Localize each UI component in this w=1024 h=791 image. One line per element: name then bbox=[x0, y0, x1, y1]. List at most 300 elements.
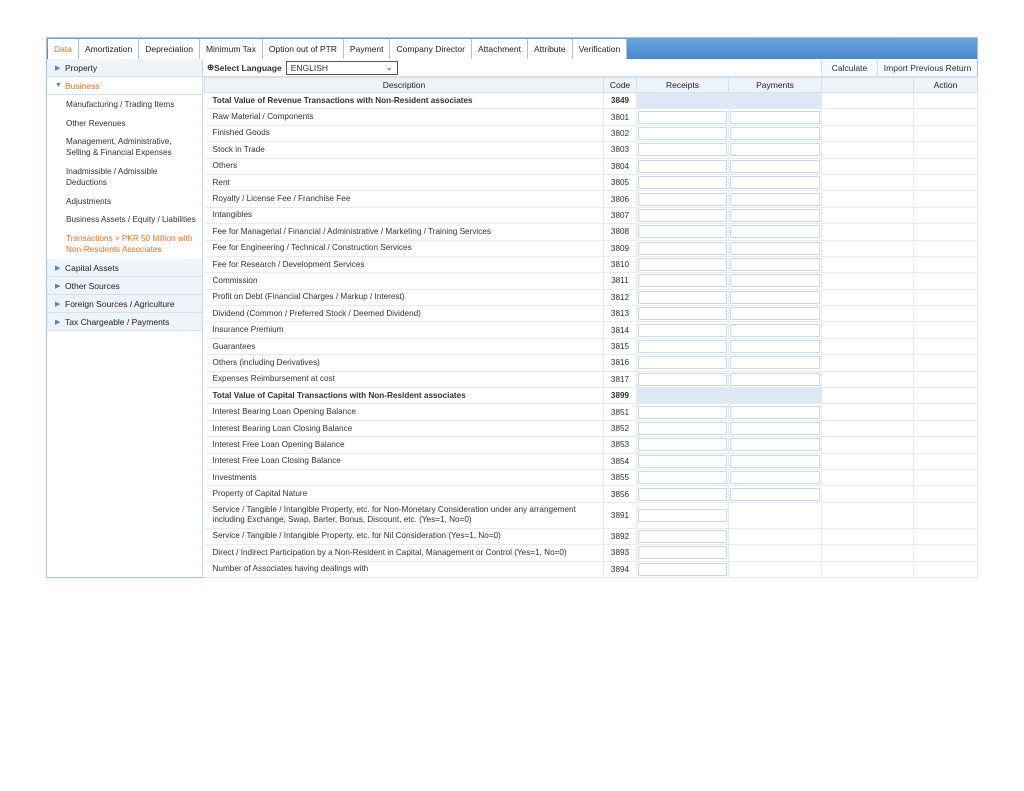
action-cell bbox=[914, 109, 978, 125]
receipts-cell bbox=[637, 420, 729, 436]
action-cell bbox=[914, 207, 978, 223]
row-code: 3854 bbox=[604, 453, 637, 469]
table-row bbox=[205, 158, 978, 174]
receipts-cell bbox=[637, 453, 729, 469]
sidebar-item-other-sources[interactable] bbox=[47, 277, 202, 295]
payments-cell bbox=[729, 158, 822, 174]
row-code: 3892 bbox=[604, 528, 637, 544]
row-description-text: Interest Free Loan Opening Balance bbox=[212, 439, 345, 449]
receipts-input[interactable] bbox=[638, 546, 727, 559]
blank-cell bbox=[822, 371, 914, 387]
row-description-text: Others bbox=[212, 161, 238, 171]
payments-input[interactable] bbox=[730, 438, 820, 451]
row-description-text: Service / Tangible / Intangible Property, etc. for Non-Monetary Consideration under any arrangement including Exchange, Swap, Barter, Bonus, Discount, etc. (Yes=1, No=0) bbox=[212, 505, 576, 525]
row-description bbox=[205, 322, 604, 338]
payments-input[interactable] bbox=[730, 455, 820, 468]
action-cell bbox=[914, 93, 978, 109]
row-description-text: Profit on Debt (Financial Charges / Markup / Interest) bbox=[212, 292, 405, 302]
table-row bbox=[205, 338, 978, 354]
row-code: 3851 bbox=[604, 404, 637, 420]
row-description-text: Stock in Trade bbox=[212, 144, 265, 154]
receipts-cell bbox=[637, 502, 729, 528]
receipts-cell bbox=[637, 322, 729, 338]
row-code: 3814 bbox=[604, 322, 637, 338]
row-code: 3813 bbox=[604, 306, 637, 322]
blank-cell bbox=[822, 306, 914, 322]
payments-input[interactable] bbox=[730, 291, 820, 304]
blank-cell bbox=[822, 207, 914, 223]
blank-cell bbox=[822, 561, 914, 577]
table-row bbox=[205, 322, 978, 338]
sidebar-item-label: Business bbox=[65, 80, 100, 91]
blank-cell bbox=[822, 388, 914, 404]
row-description bbox=[205, 109, 604, 125]
row-description bbox=[205, 207, 604, 223]
action-cell bbox=[914, 338, 978, 354]
row-description bbox=[205, 273, 604, 289]
payments-cell bbox=[729, 224, 822, 240]
receipts-cell bbox=[637, 486, 729, 502]
receipts-input[interactable] bbox=[638, 258, 727, 271]
chevron-right-icon: ▶ bbox=[55, 64, 61, 72]
tab-bar bbox=[47, 38, 977, 59]
tab-attachment[interactable]: Attachment bbox=[472, 39, 528, 59]
receipts-cell bbox=[637, 355, 729, 371]
column-header-description: Description bbox=[205, 78, 604, 93]
payments-input[interactable] bbox=[730, 160, 820, 173]
receipts-input[interactable] bbox=[638, 356, 727, 369]
blank-cell bbox=[822, 174, 914, 190]
payments-empty-cell bbox=[729, 528, 822, 544]
blank-cell bbox=[822, 502, 914, 528]
blank-cell bbox=[822, 404, 914, 420]
row-description bbox=[205, 240, 604, 256]
payments-empty-cell bbox=[729, 502, 822, 528]
payments-cell bbox=[729, 371, 822, 387]
row-description-text: Royalty / License Fee / Franchise Fee bbox=[212, 194, 351, 204]
table-header bbox=[205, 78, 978, 93]
action-cell bbox=[914, 486, 978, 502]
row-description-text: Rent bbox=[212, 177, 230, 187]
chevron-down-icon: ⌄ bbox=[385, 62, 393, 72]
return-form-window bbox=[46, 37, 978, 578]
row-description-text: Total Value of Capital Transactions with Non-Resident associates bbox=[212, 390, 466, 400]
payments-cell bbox=[729, 437, 822, 453]
table-row bbox=[205, 174, 978, 190]
row-description bbox=[205, 125, 604, 141]
table-row bbox=[205, 207, 978, 223]
action-cell bbox=[914, 561, 978, 577]
receipts-input[interactable] bbox=[638, 373, 727, 386]
blank-cell bbox=[822, 109, 914, 125]
receipts-cell bbox=[637, 224, 729, 240]
column-header-payments: Payments bbox=[729, 78, 822, 93]
tab-attribute[interactable]: Attribute bbox=[528, 39, 573, 59]
chevron-right-icon: ▶ bbox=[55, 264, 61, 272]
row-description bbox=[205, 256, 604, 272]
tab-company-director[interactable]: Company Director bbox=[390, 39, 472, 59]
action-cell bbox=[914, 142, 978, 158]
blank-cell bbox=[822, 338, 914, 354]
table-row bbox=[205, 109, 978, 125]
blank-cell bbox=[822, 453, 914, 469]
language-select[interactable]: ENGLISH ⌄ bbox=[286, 61, 398, 75]
row-description-text: Service / Tangible / Intangible Property, etc. for Nil Consideration (Yes=1, No=0) bbox=[212, 531, 501, 541]
receipts-input[interactable] bbox=[638, 127, 727, 140]
blank-cell bbox=[822, 528, 914, 544]
row-code: 3899 bbox=[604, 388, 637, 404]
sidebar-item-property[interactable] bbox=[47, 59, 202, 77]
receipts-input[interactable] bbox=[638, 193, 727, 206]
row-description bbox=[205, 404, 604, 420]
language-label: ⊕ Select Language bbox=[207, 62, 282, 73]
table-row bbox=[205, 93, 978, 109]
sidebar-subitem[interactable]: Management, Administrative, Selling & Financial Expenses bbox=[66, 137, 172, 157]
receipts-cell bbox=[637, 289, 729, 305]
table-row bbox=[205, 545, 978, 561]
payments-cell bbox=[729, 109, 822, 125]
action-cell bbox=[914, 322, 978, 338]
receipts-input[interactable] bbox=[638, 111, 727, 124]
payments-input[interactable] bbox=[730, 176, 820, 189]
row-description bbox=[205, 388, 604, 404]
sidebar-subitem[interactable]: Inadmissible / Admissible Deductions bbox=[66, 167, 158, 187]
receipts-cell bbox=[637, 273, 729, 289]
sidebar-item-label: Tax Chargeable / Payments bbox=[65, 316, 170, 327]
row-description bbox=[205, 528, 604, 544]
action-cell bbox=[914, 437, 978, 453]
sidebar-item-capital-assets[interactable] bbox=[47, 259, 202, 277]
row-code: 3852 bbox=[604, 420, 637, 436]
payments-input[interactable] bbox=[730, 209, 820, 222]
receipts-input[interactable] bbox=[638, 563, 727, 576]
row-code: 3812 bbox=[604, 289, 637, 305]
row-description bbox=[205, 355, 604, 371]
table-row bbox=[205, 125, 978, 141]
receipts-input[interactable] bbox=[638, 324, 727, 337]
table-row bbox=[205, 420, 978, 436]
receipts-cell bbox=[637, 469, 729, 485]
receipts-input[interactable] bbox=[638, 143, 727, 156]
table-row bbox=[205, 224, 978, 240]
payments-cell bbox=[729, 273, 822, 289]
payments-input[interactable] bbox=[730, 471, 820, 484]
sidebar-item-label: Other Sources bbox=[65, 280, 120, 291]
receipts-input[interactable] bbox=[638, 242, 727, 255]
receipts-cell bbox=[637, 240, 729, 256]
tabs bbox=[48, 39, 627, 59]
payments-empty-cell bbox=[729, 561, 822, 577]
column-header-action: Action bbox=[914, 78, 978, 93]
row-description bbox=[205, 561, 604, 577]
row-description bbox=[205, 306, 604, 322]
sidebar-subitem[interactable]: Transactions > PKR 50 Million with Non-Residents Associates bbox=[66, 234, 193, 254]
table-row bbox=[205, 240, 978, 256]
action-cell bbox=[914, 158, 978, 174]
action-cell bbox=[914, 371, 978, 387]
column-header-blank bbox=[822, 78, 914, 93]
blank-cell bbox=[822, 355, 914, 371]
row-description bbox=[205, 486, 604, 502]
receipts-input[interactable] bbox=[638, 488, 727, 501]
payments-input[interactable] bbox=[730, 373, 820, 386]
receipts-cell bbox=[637, 158, 729, 174]
row-description-text: Insurance Premium bbox=[212, 325, 284, 335]
row-description bbox=[205, 420, 604, 436]
tab-payment[interactable]: Payment bbox=[344, 39, 391, 59]
row-description-text: Commission bbox=[212, 275, 258, 285]
action-cell bbox=[914, 545, 978, 561]
table-row bbox=[205, 404, 978, 420]
payments-cell bbox=[729, 191, 822, 207]
blank-cell bbox=[822, 158, 914, 174]
tab-option-out-of-ptr[interactable]: Option out of PTR bbox=[263, 39, 344, 59]
row-code: 3806 bbox=[604, 191, 637, 207]
blank-cell bbox=[822, 437, 914, 453]
row-code: 3855 bbox=[604, 469, 637, 485]
receipts-cell bbox=[637, 404, 729, 420]
payments-cell bbox=[729, 338, 822, 354]
table-body bbox=[205, 93, 978, 578]
payments-input[interactable] bbox=[730, 143, 820, 156]
blank-cell bbox=[822, 224, 914, 240]
receipts-cell bbox=[637, 207, 729, 223]
table-row bbox=[205, 371, 978, 387]
row-code: 3856 bbox=[604, 486, 637, 502]
action-cell bbox=[914, 174, 978, 190]
action-cell bbox=[914, 306, 978, 322]
table-row bbox=[205, 486, 978, 502]
blank-cell bbox=[822, 273, 914, 289]
receipts-cell bbox=[637, 142, 729, 158]
row-code: 3802 bbox=[604, 125, 637, 141]
sidebar-item-label: Foreign Sources / Agriculture bbox=[65, 298, 175, 309]
row-code: 3894 bbox=[604, 561, 637, 577]
row-code: 3808 bbox=[604, 224, 637, 240]
row-description bbox=[205, 371, 604, 387]
receipts-cell bbox=[637, 545, 729, 561]
sidebar-subitem[interactable]: Manufacturing / Trading Items bbox=[66, 100, 175, 109]
payments-cell bbox=[729, 240, 822, 256]
blank-cell bbox=[822, 240, 914, 256]
row-description-text: Dividend (Common / Preferred Stock / Deemed Dividend) bbox=[212, 308, 421, 318]
receipts-input[interactable] bbox=[638, 209, 727, 222]
import-previous-return-button[interactable]: Import Previous Return bbox=[877, 60, 977, 76]
receipts-input[interactable] bbox=[638, 438, 727, 451]
row-description bbox=[205, 224, 604, 240]
sidebar-item-tax-chargeable[interactable] bbox=[47, 313, 202, 331]
sidebar-item-business[interactable] bbox=[47, 77, 202, 95]
row-code: 3805 bbox=[604, 174, 637, 190]
row-description bbox=[205, 545, 604, 561]
receipts-cell bbox=[637, 191, 729, 207]
receipts-input[interactable] bbox=[638, 340, 727, 353]
action-cell bbox=[914, 256, 978, 272]
row-description bbox=[205, 453, 604, 469]
table-row bbox=[205, 355, 978, 371]
payments-cell bbox=[729, 207, 822, 223]
payments-total-cell bbox=[729, 388, 822, 404]
receipts-cell bbox=[637, 561, 729, 577]
payments-cell bbox=[729, 174, 822, 190]
row-description bbox=[205, 174, 604, 190]
payments-input[interactable] bbox=[730, 422, 820, 435]
table-row bbox=[205, 561, 978, 577]
receipts-input[interactable] bbox=[638, 406, 727, 419]
sidebar-item-foreign-sources[interactable] bbox=[47, 295, 202, 313]
row-description-text: Investments bbox=[212, 472, 257, 482]
row-description bbox=[205, 502, 604, 528]
receipts-input[interactable] bbox=[638, 422, 727, 435]
sidebar-subitem[interactable]: Other Revenues bbox=[66, 118, 126, 128]
payments-input[interactable] bbox=[730, 488, 820, 501]
table-row bbox=[205, 437, 978, 453]
row-code: 3815 bbox=[604, 338, 637, 354]
receipts-input[interactable] bbox=[638, 291, 727, 304]
action-cell bbox=[914, 191, 978, 207]
row-description-text: Fee for Engineering / Technical / Construction Services bbox=[212, 243, 412, 253]
payments-cell bbox=[729, 486, 822, 502]
row-description bbox=[205, 191, 604, 207]
payments-input[interactable] bbox=[730, 356, 820, 369]
receipts-input[interactable] bbox=[638, 471, 727, 484]
receipts-input[interactable] bbox=[638, 307, 727, 320]
row-code: 3817 bbox=[604, 371, 637, 387]
blank-cell bbox=[822, 93, 914, 109]
table-row bbox=[205, 256, 978, 272]
payments-input[interactable] bbox=[730, 127, 820, 140]
row-code: 3804 bbox=[604, 158, 637, 174]
receipts-input[interactable] bbox=[638, 509, 727, 522]
sidebar-item-label: Capital Assets bbox=[65, 262, 119, 273]
receipts-cell bbox=[637, 174, 729, 190]
blank-cell bbox=[822, 486, 914, 502]
receipts-cell bbox=[637, 125, 729, 141]
row-code: 3801 bbox=[604, 109, 637, 125]
receipts-cell bbox=[637, 256, 729, 272]
row-description-text: Direct / Indirect Participation by a Non-Resident in Capital, Management or Control (Yes=1, No=0) bbox=[212, 547, 567, 557]
receipts-input[interactable] bbox=[638, 160, 727, 173]
payments-input[interactable] bbox=[730, 193, 820, 206]
payments-input[interactable] bbox=[730, 111, 820, 124]
receipts-input[interactable] bbox=[638, 530, 727, 543]
payments-input[interactable] bbox=[730, 225, 820, 238]
payments-cell bbox=[729, 289, 822, 305]
blank-cell bbox=[822, 420, 914, 436]
row-code: 3893 bbox=[604, 545, 637, 561]
chevron-right-icon: ▶ bbox=[55, 318, 61, 326]
payments-cell bbox=[729, 355, 822, 371]
row-code: 3849 bbox=[604, 93, 637, 109]
payments-input[interactable] bbox=[730, 242, 820, 255]
row-description bbox=[205, 469, 604, 485]
receipts-input[interactable] bbox=[638, 455, 727, 468]
row-description bbox=[205, 289, 604, 305]
blank-cell bbox=[822, 322, 914, 338]
receipts-cell bbox=[637, 306, 729, 322]
transactions-grid bbox=[204, 77, 977, 578]
payments-cell bbox=[729, 125, 822, 141]
payments-cell bbox=[729, 453, 822, 469]
row-description bbox=[205, 338, 604, 354]
action-cell bbox=[914, 420, 978, 436]
table-row bbox=[205, 388, 978, 404]
tab-amortization[interactable]: Amortization bbox=[79, 39, 139, 59]
row-description-text: Guarantees bbox=[212, 341, 256, 351]
chevron-right-icon: ▶ bbox=[55, 282, 61, 290]
blank-cell bbox=[822, 256, 914, 272]
row-description-text: Intangibles bbox=[212, 210, 253, 220]
blank-cell bbox=[822, 289, 914, 305]
payments-input[interactable] bbox=[730, 307, 820, 320]
toolbar bbox=[204, 59, 977, 77]
row-description bbox=[205, 437, 604, 453]
blank-cell bbox=[822, 191, 914, 207]
row-description-text: Interest Free Loan Closing Balance bbox=[212, 456, 341, 466]
tab-minimum-tax[interactable]: Minimum Tax bbox=[200, 39, 263, 59]
calculate-button[interactable]: Calculate bbox=[821, 60, 877, 76]
row-description-text: Number of Associates having dealings with bbox=[212, 564, 369, 574]
globe-icon: ⊕ bbox=[207, 62, 215, 72]
payments-input[interactable] bbox=[730, 274, 820, 287]
row-code: 3816 bbox=[604, 355, 637, 371]
receipts-input[interactable] bbox=[638, 274, 727, 287]
table-row bbox=[205, 289, 978, 305]
receipts-cell bbox=[637, 338, 729, 354]
chevron-right-icon: ▶ bbox=[55, 300, 61, 308]
row-description bbox=[205, 142, 604, 158]
payments-cell bbox=[729, 469, 822, 485]
tab-depreciation[interactable]: Depreciation bbox=[139, 39, 200, 59]
payments-input[interactable] bbox=[730, 258, 820, 271]
payments-input[interactable] bbox=[730, 406, 820, 419]
payments-cell bbox=[729, 322, 822, 338]
action-cell bbox=[914, 388, 978, 404]
receipts-cell bbox=[637, 528, 729, 544]
action-cell bbox=[914, 240, 978, 256]
sidebar-subitem[interactable]: Business Assets / Equity / Liabilities bbox=[66, 215, 196, 224]
blank-cell bbox=[822, 142, 914, 158]
action-cell bbox=[914, 502, 978, 528]
receipts-input[interactable] bbox=[638, 225, 727, 238]
chevron-down-icon: ▼ bbox=[55, 82, 62, 89]
row-description-text: Expenses Reimbursement at cost bbox=[212, 374, 335, 384]
payments-input[interactable] bbox=[730, 340, 820, 353]
payments-total-cell bbox=[729, 93, 822, 109]
table-row bbox=[205, 469, 978, 485]
receipts-total-cell bbox=[637, 93, 729, 109]
table-row bbox=[205, 306, 978, 322]
row-description-text: Fee for Managerial / Financial / Administrative / Marketing / Training Services bbox=[212, 226, 491, 236]
payments-input[interactable] bbox=[730, 324, 820, 337]
row-description-text: Fee for Research / Development Services bbox=[212, 259, 365, 269]
table-row bbox=[205, 191, 978, 207]
receipts-input[interactable] bbox=[638, 176, 727, 189]
sidebar-item-label: Property bbox=[65, 62, 98, 73]
receipts-cell bbox=[637, 109, 729, 125]
blank-cell bbox=[822, 545, 914, 561]
payments-empty-cell bbox=[729, 545, 822, 561]
tab-data[interactable]: Data bbox=[48, 39, 79, 59]
sidebar-subitem[interactable]: Adjustments bbox=[66, 196, 112, 206]
payments-cell bbox=[729, 306, 822, 322]
action-cell bbox=[914, 528, 978, 544]
row-code: 3891 bbox=[604, 502, 637, 528]
tab-verification[interactable]: Verification bbox=[573, 39, 628, 59]
row-description-text: Interest Bearing Loan Closing Balance bbox=[212, 423, 353, 433]
row-code: 3807 bbox=[604, 207, 637, 223]
row-description-text: Finished Goods bbox=[212, 128, 270, 138]
